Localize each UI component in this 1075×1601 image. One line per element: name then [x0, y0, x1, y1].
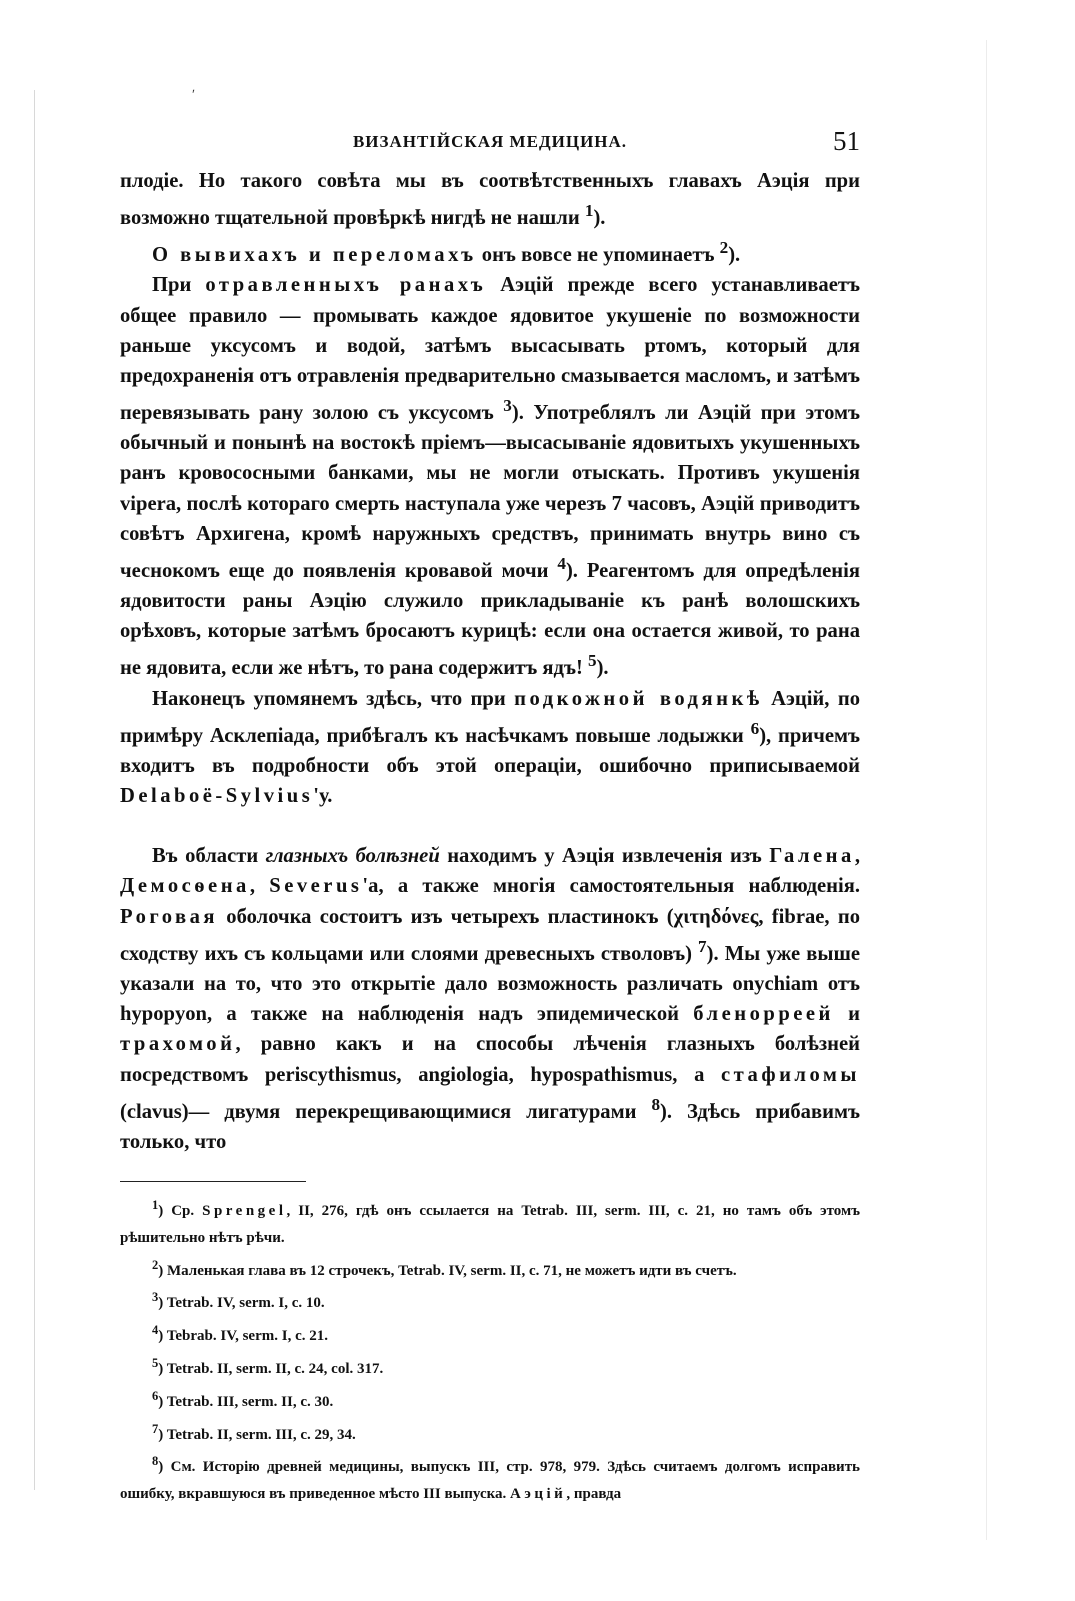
- text-span: , равно какъ и на способы лѣченія глазныхъ болѣзней посредствомъ periscythismus, angiologia, hypospathismus, а: [120, 1033, 860, 1086]
- footnote-separator: [120, 1181, 306, 1182]
- text-span: ). Здѣсь прибавимъ только, что: [120, 1100, 860, 1153]
- text-span: и: [833, 1003, 860, 1026]
- text-span: 'а, а также многія самостоятельныя наблюденія.: [362, 875, 861, 898]
- footnote: [120, 1383, 860, 1416]
- text-span: ,: [854, 845, 860, 868]
- footnote-text: ) Tetrab. II, serm. III, c. 29, 34.: [158, 1426, 356, 1443]
- footnote: [120, 1448, 860, 1508]
- text-span: плодіе. Но такого совѣта мы въ соотвѣтственныхъ главахъ Аэція при возможно тщательной провѣркѣ нигдѣ не нашли: [120, 170, 860, 230]
- footnote-text: ) Tetrab. III, serm. II, c. 30.: [158, 1393, 334, 1410]
- paragraph: [120, 841, 860, 1157]
- footnote-text: ) Tetrab. IV, serm. I, c. 10.: [158, 1295, 325, 1312]
- footnote-ref: 1: [584, 201, 594, 221]
- footnote-text: ) Tetrab. II, serm. II, c. 24, col. 317.: [158, 1360, 384, 1377]
- footnote-ref: 3: [503, 396, 512, 416]
- text-span: При: [152, 274, 206, 297]
- footnote-ref: 5: [588, 651, 597, 671]
- spaced-term: Аэцій: [510, 1486, 567, 1503]
- paragraph: [120, 166, 860, 233]
- spaced-term: Sprengel: [202, 1202, 287, 1219]
- text-span: ).: [596, 657, 609, 680]
- text-span: онъ вовсе не упоминаетъ: [476, 244, 720, 267]
- footnote-ref: 7: [698, 936, 707, 956]
- footnote-mark: 1: [152, 1197, 159, 1212]
- footnote-mark: 2: [152, 1257, 159, 1272]
- spaced-term: бленорреей: [693, 1003, 834, 1026]
- footnote: [120, 1252, 860, 1285]
- footnote-mark: 5: [152, 1355, 159, 1370]
- spaced-term: Severus: [269, 875, 363, 898]
- paragraph: [120, 270, 860, 683]
- text-span: 'у.: [313, 785, 333, 808]
- text-span: Наконецъ упомянемъ здѣсь, что при: [152, 687, 515, 710]
- footnote: [120, 1284, 860, 1317]
- text-span: ). Реагентомъ для опредѣленія ядовитости раны Аэцію служило прикладываніе къ ранѣ волошскихъ орѣховъ, которые затѣмъ бросаютъ курицѣ: если она остается живой, то рана не ядовита, если же нѣтъ, то рана содержитъ ядъ!: [120, 559, 860, 680]
- running-title: ВИЗАНТІЙСКАЯ МЕДИЦИНА.: [352, 132, 628, 151]
- scan-edge-line: [34, 90, 35, 1490]
- text-span: Аэцій, по примѣру Асклепіада, прибѣгалъ къ насѣчкамъ повыше лодыжки: [120, 687, 861, 747]
- spaced-term: стафиломы: [721, 1063, 860, 1086]
- scan-speck: ʹ: [192, 88, 196, 103]
- footnote: [120, 1317, 860, 1350]
- text-span: (clavus)— двумя перекрещивающимися лигатурами: [120, 1100, 652, 1123]
- spaced-term: отравленныхъ ранахъ: [205, 274, 487, 297]
- footnote-mark: 6: [152, 1388, 159, 1403]
- footnote-ref: 6: [750, 718, 760, 738]
- footnote-text: ) Маленькая глава въ 12 строчекъ, Tetrab. IV, serm. II, c. 71, не можетъ идти въ счетъ.: [158, 1262, 737, 1279]
- spaced-term: Роговая: [120, 905, 219, 928]
- footnote: [120, 1192, 860, 1252]
- spaced-term: Демосѳена: [120, 875, 250, 898]
- paragraph: [120, 684, 860, 812]
- text-span: оболочка состоитъ изъ четырехъ пластинокъ (χιτηδόνες, fibrae, по сходству ихъ съ кольцами или слоями древесныхъ стволовъ): [120, 905, 860, 965]
- footnote-text: , правда: [566, 1486, 622, 1503]
- spaced-term: Delaboë-Sylvius: [120, 785, 314, 808]
- text-span: ). Употреблялъ ли Аэцій при этомъ обычный и понынѣ на востокѣ пріемъ—высасываніе ядовитыхъ укушенныхъ ранъ кровососными банками, мы не могли отыскать. Противъ укушенія vipera, послѣ котораго смерть наступала уже черезъ 7 часовъ, Аэцій приводитъ совѣтъ Архигена, кромѣ наружныхъ средствъ, принимать внутрь вино съ чеснокомъ еще до появленія кровавой мочи: [120, 402, 861, 582]
- text-span: ). Мы уже выше указали на то, что это открытіе дало возможность различать onychiam отъ hypopyon, а также на наблюденія надъ эпидемической: [120, 942, 860, 1026]
- footnote-mark: 4: [152, 1323, 159, 1338]
- footnote: [120, 1416, 860, 1449]
- text-span: ,: [249, 875, 270, 898]
- text-span: ).: [593, 207, 606, 230]
- footnote-mark: 8: [152, 1454, 159, 1469]
- footnote-ref: 2: [719, 238, 729, 258]
- footnote-text: ) Tebrab. IV, serm. I, c. 21.: [158, 1328, 328, 1345]
- text-span: ).: [728, 244, 741, 267]
- text-span: Въ области: [152, 845, 266, 868]
- footnote-ref: 4: [557, 554, 566, 574]
- text-span: находимъ у Аэція извлеченія изъ: [439, 845, 770, 868]
- footnote-mark: 3: [152, 1290, 159, 1305]
- footnote-text: , II, 276, гдѣ онъ ссылается на Tetrab. III, serm. III, c. 21, но тамъ объ этомъ рѣшительно нѣтъ рѣчи.: [120, 1202, 860, 1246]
- footnote-text: ) См. Исторію древней медицины, выпускъ III, стр. 978, 979. Здѣсь считаемъ долгомъ исправить ошибку, вкравшуюся въ приведенное мѣсто III выпуска.: [120, 1459, 860, 1503]
- body-text: [120, 166, 860, 1157]
- paragraph: [120, 233, 860, 270]
- spaced-term: Галена: [769, 845, 855, 868]
- italic-term: глазныхъ болѣзней: [265, 845, 440, 868]
- spaced-term: трахомой: [120, 1033, 236, 1056]
- running-head: [120, 126, 860, 166]
- text-span: Аэцій прежде всего устанавливаетъ общее правило — промывать каждое ядовитое укушеніе по возможности раньше уксусомъ и водой, затѣмъ высасывать ртомъ, который для предохраненія отъ отравленія предварительно смазывается масломъ, и затѣмъ перевязывать рану золою съ уксусомъ: [120, 274, 860, 424]
- footnote-ref: 8: [651, 1094, 661, 1114]
- footnotes: [120, 1192, 860, 1508]
- spaced-term: подкожной водянкѣ: [514, 687, 763, 710]
- footnote-mark: 7: [152, 1421, 159, 1436]
- page-number: 51: [833, 126, 860, 156]
- scan-edge-line-right: [986, 40, 987, 1540]
- footnote: [120, 1350, 860, 1383]
- spaced-term: О вывихахъ и переломахъ: [152, 244, 477, 267]
- footnote-text: ) Ср.: [158, 1202, 203, 1219]
- text-span: ), причемъ входитъ въ подробности объ этой операціи, ошибочно приписываемой: [120, 724, 860, 777]
- page: [120, 126, 860, 1508]
